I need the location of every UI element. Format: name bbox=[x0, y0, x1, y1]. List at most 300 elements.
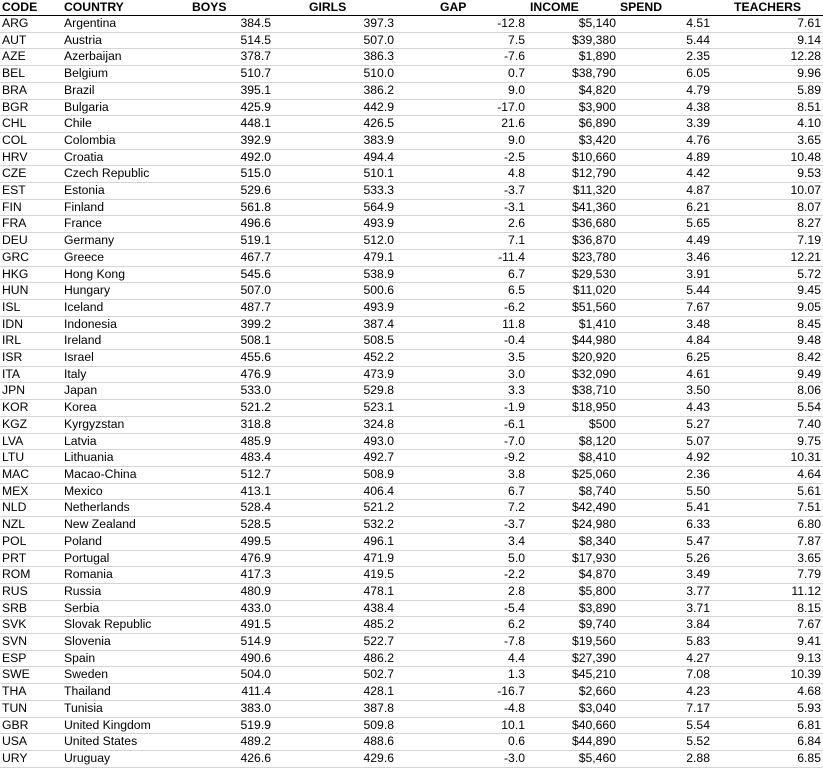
table-row bbox=[0, 600, 823, 617]
girls-cell: 485.2 bbox=[271, 617, 394, 634]
boys-cell: 528.4 bbox=[186, 500, 271, 517]
income-cell: $8,340 bbox=[525, 533, 616, 550]
column-header-income: INCOME bbox=[530, 0, 579, 14]
boys-cell: 521.2 bbox=[186, 400, 271, 417]
country-cell: Russia bbox=[64, 583, 186, 600]
income-cell: $25,060 bbox=[525, 466, 616, 483]
girls-cell: 419.5 bbox=[271, 567, 394, 584]
income-cell: $44,980 bbox=[525, 333, 616, 350]
gap-cell: 0.7 bbox=[394, 66, 525, 83]
spend-cell: 4.49 bbox=[616, 233, 710, 250]
code-cell: ITA bbox=[0, 366, 64, 383]
code-cell: ISR bbox=[0, 350, 64, 367]
code-cell: FIN bbox=[0, 199, 64, 216]
income-cell: $19,560 bbox=[525, 634, 616, 651]
country-cell: Hungary bbox=[64, 283, 186, 300]
column-header-teachers: TEACHERS bbox=[734, 0, 802, 14]
spend-cell: 6.25 bbox=[616, 350, 710, 367]
income-cell: $36,870 bbox=[525, 233, 616, 250]
column-header-gap: GAP bbox=[440, 0, 467, 14]
country-cell: Iceland bbox=[64, 299, 186, 316]
spend-cell: 3.39 bbox=[616, 116, 710, 133]
girls-cell: 488.6 bbox=[271, 734, 394, 751]
teachers-cell: 8.45 bbox=[710, 316, 823, 333]
code-cell: LTU bbox=[0, 450, 64, 467]
boys-cell: 529.6 bbox=[186, 183, 271, 200]
country-cell: France bbox=[64, 216, 186, 233]
girls-cell: 532.2 bbox=[271, 517, 394, 534]
gap-cell: -16.7 bbox=[394, 684, 525, 701]
boys-cell: 417.3 bbox=[186, 567, 271, 584]
income-cell: $11,020 bbox=[525, 283, 616, 300]
girls-cell: 387.4 bbox=[271, 316, 394, 333]
table-row bbox=[0, 366, 823, 383]
income-cell: $4,820 bbox=[525, 82, 616, 99]
table-row bbox=[0, 383, 823, 400]
teachers-cell: 8.27 bbox=[710, 216, 823, 233]
boys-cell: 489.2 bbox=[186, 734, 271, 751]
code-cell: MEX bbox=[0, 483, 64, 500]
table-row bbox=[0, 299, 823, 316]
table-row bbox=[0, 149, 823, 166]
teachers-cell: 10.31 bbox=[710, 450, 823, 467]
spend-cell: 3.71 bbox=[616, 600, 710, 617]
income-cell: $5,800 bbox=[525, 583, 616, 600]
gap-cell: 2.8 bbox=[394, 583, 525, 600]
girls-cell: 538.9 bbox=[271, 266, 394, 283]
gap-cell: -11.4 bbox=[394, 249, 525, 266]
spend-cell: 4.87 bbox=[616, 183, 710, 200]
gap-cell: 3.3 bbox=[394, 383, 525, 400]
code-cell: ROM bbox=[0, 567, 64, 584]
girls-cell: 509.8 bbox=[271, 717, 394, 734]
gap-cell: 3.0 bbox=[394, 366, 525, 383]
gap-cell: -6.1 bbox=[394, 416, 525, 433]
table-row bbox=[0, 132, 823, 149]
country-cell: Sweden bbox=[64, 667, 186, 684]
girls-cell: 438.4 bbox=[271, 600, 394, 617]
income-cell: $24,980 bbox=[525, 517, 616, 534]
code-cell: TUN bbox=[0, 700, 64, 717]
spend-cell: 2.36 bbox=[616, 466, 710, 483]
girls-cell: 429.6 bbox=[271, 750, 394, 767]
girls-cell: 521.2 bbox=[271, 500, 394, 517]
boys-cell: 483.4 bbox=[186, 450, 271, 467]
code-cell: IDN bbox=[0, 316, 64, 333]
teachers-cell: 8.15 bbox=[710, 600, 823, 617]
teachers-cell: 8.42 bbox=[710, 350, 823, 367]
gap-cell: -3.7 bbox=[394, 183, 525, 200]
boys-cell: 514.5 bbox=[186, 32, 271, 49]
country-cell: United States bbox=[64, 734, 186, 751]
table-row bbox=[0, 199, 823, 216]
country-cell: United Kingdom bbox=[64, 717, 186, 734]
gap-cell: 3.5 bbox=[394, 350, 525, 367]
gap-cell: 1.3 bbox=[394, 667, 525, 684]
teachers-cell: 9.45 bbox=[710, 283, 823, 300]
boys-cell: 508.1 bbox=[186, 333, 271, 350]
income-cell: $500 bbox=[525, 416, 616, 433]
country-cell: Bulgaria bbox=[64, 99, 186, 116]
country-cell: Ireland bbox=[64, 333, 186, 350]
teachers-cell: 5.89 bbox=[710, 82, 823, 99]
boys-cell: 492.0 bbox=[186, 149, 271, 166]
girls-cell: 386.2 bbox=[271, 82, 394, 99]
girls-cell: 494.4 bbox=[271, 149, 394, 166]
column-header-code: CODE bbox=[2, 0, 38, 14]
girls-cell: 426.5 bbox=[271, 116, 394, 133]
table-row bbox=[0, 567, 823, 584]
income-cell: $39,380 bbox=[525, 32, 616, 49]
country-cell: Uruguay bbox=[64, 750, 186, 767]
table-row bbox=[0, 32, 823, 49]
code-cell: MAC bbox=[0, 466, 64, 483]
table-row bbox=[0, 183, 823, 200]
code-cell: BRA bbox=[0, 82, 64, 99]
girls-cell: 507.0 bbox=[271, 32, 394, 49]
code-cell: SWE bbox=[0, 667, 64, 684]
code-cell: HKG bbox=[0, 266, 64, 283]
teachers-cell: 9.53 bbox=[710, 166, 823, 183]
girls-cell: 383.9 bbox=[271, 132, 394, 149]
income-cell: $9,740 bbox=[525, 617, 616, 634]
gap-cell: 6.7 bbox=[394, 483, 525, 500]
code-cell: LVA bbox=[0, 433, 64, 450]
spend-cell: 5.07 bbox=[616, 433, 710, 450]
teachers-cell: 7.40 bbox=[710, 416, 823, 433]
girls-cell: 510.0 bbox=[271, 66, 394, 83]
boys-cell: 433.0 bbox=[186, 600, 271, 617]
spend-cell: 3.46 bbox=[616, 249, 710, 266]
teachers-cell: 7.51 bbox=[710, 500, 823, 517]
table-row bbox=[0, 266, 823, 283]
spend-cell: 5.44 bbox=[616, 283, 710, 300]
spend-cell: 4.89 bbox=[616, 149, 710, 166]
teachers-cell: 7.19 bbox=[710, 233, 823, 250]
spend-cell: 4.84 bbox=[616, 333, 710, 350]
spend-cell: 4.61 bbox=[616, 366, 710, 383]
teachers-cell: 10.48 bbox=[710, 149, 823, 166]
spend-cell: 4.23 bbox=[616, 684, 710, 701]
table-row bbox=[0, 750, 823, 767]
boys-cell: 491.5 bbox=[186, 617, 271, 634]
table-row bbox=[0, 166, 823, 183]
country-cell: New Zealand bbox=[64, 517, 186, 534]
country-cell: Kyrgyzstan bbox=[64, 416, 186, 433]
spend-cell: 6.21 bbox=[616, 199, 710, 216]
country-cell: Tunisia bbox=[64, 700, 186, 717]
income-cell: $2,660 bbox=[525, 684, 616, 701]
country-cell: Finland bbox=[64, 199, 186, 216]
gap-cell: 5.0 bbox=[394, 550, 525, 567]
girls-cell: 324.8 bbox=[271, 416, 394, 433]
gap-cell: 7.2 bbox=[394, 500, 525, 517]
code-cell: CZE bbox=[0, 166, 64, 183]
table-row bbox=[0, 16, 823, 33]
country-cell: Lithuania bbox=[64, 450, 186, 467]
gap-cell: -2.5 bbox=[394, 149, 525, 166]
teachers-cell: 9.96 bbox=[710, 66, 823, 83]
boys-cell: 496.6 bbox=[186, 216, 271, 233]
country-cell: Serbia bbox=[64, 600, 186, 617]
girls-cell: 387.8 bbox=[271, 700, 394, 717]
boys-cell: 383.0 bbox=[186, 700, 271, 717]
country-cell: Austria bbox=[64, 32, 186, 49]
country-cell: Czech Republic bbox=[64, 166, 186, 183]
income-cell: $8,120 bbox=[525, 433, 616, 450]
boys-cell: 413.1 bbox=[186, 483, 271, 500]
spend-cell: 4.43 bbox=[616, 400, 710, 417]
table-row bbox=[0, 634, 823, 651]
income-cell: $3,420 bbox=[525, 132, 616, 149]
spend-cell: 4.76 bbox=[616, 132, 710, 149]
code-cell: KOR bbox=[0, 400, 64, 417]
gap-cell: 7.5 bbox=[394, 32, 525, 49]
table-row bbox=[0, 717, 823, 734]
boys-cell: 528.5 bbox=[186, 517, 271, 534]
girls-cell: 529.8 bbox=[271, 383, 394, 400]
spend-cell: 5.47 bbox=[616, 533, 710, 550]
girls-cell: 442.9 bbox=[271, 99, 394, 116]
table-row bbox=[0, 583, 823, 600]
teachers-cell: 3.65 bbox=[710, 132, 823, 149]
income-cell: $42,490 bbox=[525, 500, 616, 517]
girls-cell: 406.4 bbox=[271, 483, 394, 500]
code-cell: DEU bbox=[0, 233, 64, 250]
country-cell: Poland bbox=[64, 533, 186, 550]
code-cell: GBR bbox=[0, 717, 64, 734]
country-cell: Germany bbox=[64, 233, 186, 250]
teachers-cell: 9.13 bbox=[710, 650, 823, 667]
column-header-boys: BOYS bbox=[192, 0, 227, 14]
table-row bbox=[0, 667, 823, 684]
code-cell: THA bbox=[0, 684, 64, 701]
spend-cell: 4.38 bbox=[616, 99, 710, 116]
income-cell: $29,530 bbox=[525, 266, 616, 283]
girls-cell: 512.0 bbox=[271, 233, 394, 250]
country-cell: Portugal bbox=[64, 550, 186, 567]
code-cell: HUN bbox=[0, 283, 64, 300]
boys-cell: 490.6 bbox=[186, 650, 271, 667]
table-row bbox=[0, 483, 823, 500]
teachers-cell: 5.54 bbox=[710, 400, 823, 417]
country-cell: Mexico bbox=[64, 483, 186, 500]
country-cell: Chile bbox=[64, 116, 186, 133]
column-header-girls: GIRLS bbox=[309, 0, 347, 14]
table-row bbox=[0, 500, 823, 517]
teachers-cell: 7.61 bbox=[710, 16, 823, 33]
gap-cell: -0.4 bbox=[394, 333, 525, 350]
table-row bbox=[0, 333, 823, 350]
spend-cell: 2.88 bbox=[616, 750, 710, 767]
girls-cell: 452.2 bbox=[271, 350, 394, 367]
income-cell: $11,320 bbox=[525, 183, 616, 200]
table-body bbox=[0, 16, 823, 768]
boys-cell: 519.1 bbox=[186, 233, 271, 250]
table-row bbox=[0, 433, 823, 450]
country-cell: Slovak Republic bbox=[64, 617, 186, 634]
spend-cell: 5.83 bbox=[616, 634, 710, 651]
table-row bbox=[0, 49, 823, 66]
gap-cell: -3.7 bbox=[394, 517, 525, 534]
code-cell: EST bbox=[0, 183, 64, 200]
table-row bbox=[0, 650, 823, 667]
teachers-cell: 9.75 bbox=[710, 433, 823, 450]
teachers-cell: 7.87 bbox=[710, 533, 823, 550]
gap-cell: 6.5 bbox=[394, 283, 525, 300]
teachers-cell: 8.51 bbox=[710, 99, 823, 116]
girls-cell: 564.9 bbox=[271, 199, 394, 216]
spend-cell: 3.49 bbox=[616, 567, 710, 584]
income-cell: $23,780 bbox=[525, 249, 616, 266]
header-row bbox=[0, 0, 823, 16]
girls-cell: 523.1 bbox=[271, 400, 394, 417]
gap-cell: 0.6 bbox=[394, 734, 525, 751]
boys-cell: 561.8 bbox=[186, 199, 271, 216]
teachers-cell: 11.12 bbox=[710, 583, 823, 600]
income-cell: $8,410 bbox=[525, 450, 616, 467]
table-row bbox=[0, 400, 823, 417]
gap-cell: -5.4 bbox=[394, 600, 525, 617]
boys-cell: 467.7 bbox=[186, 249, 271, 266]
gap-cell: 21.6 bbox=[394, 116, 525, 133]
column-header-country: COUNTRY bbox=[64, 0, 124, 14]
boys-cell: 515.0 bbox=[186, 166, 271, 183]
table-row bbox=[0, 283, 823, 300]
code-cell: PRT bbox=[0, 550, 64, 567]
code-cell: ESP bbox=[0, 650, 64, 667]
boys-cell: 499.5 bbox=[186, 533, 271, 550]
girls-cell: 493.0 bbox=[271, 433, 394, 450]
girls-cell: 522.7 bbox=[271, 634, 394, 651]
teachers-cell: 4.10 bbox=[710, 116, 823, 133]
code-cell: AZE bbox=[0, 49, 64, 66]
girls-cell: 533.3 bbox=[271, 183, 394, 200]
table-row bbox=[0, 116, 823, 133]
income-cell: $8,740 bbox=[525, 483, 616, 500]
boys-cell: 510.7 bbox=[186, 66, 271, 83]
spend-cell: 4.92 bbox=[616, 450, 710, 467]
spend-cell: 5.52 bbox=[616, 734, 710, 751]
code-cell: RUS bbox=[0, 583, 64, 600]
gap-cell: 2.6 bbox=[394, 216, 525, 233]
teachers-cell: 6.84 bbox=[710, 734, 823, 751]
gap-cell: -12.8 bbox=[394, 16, 525, 33]
boys-cell: 507.0 bbox=[186, 283, 271, 300]
country-cell: Croatia bbox=[64, 149, 186, 166]
code-cell: SVN bbox=[0, 634, 64, 651]
gap-cell: -17.0 bbox=[394, 99, 525, 116]
income-cell: $6,890 bbox=[525, 116, 616, 133]
code-cell: USA bbox=[0, 734, 64, 751]
spend-cell: 3.48 bbox=[616, 316, 710, 333]
gap-cell: -3.0 bbox=[394, 750, 525, 767]
code-cell: URY bbox=[0, 750, 64, 767]
boys-cell: 504.0 bbox=[186, 667, 271, 684]
gap-cell: -2.2 bbox=[394, 567, 525, 584]
income-cell: $38,790 bbox=[525, 66, 616, 83]
income-cell: $27,390 bbox=[525, 650, 616, 667]
girls-cell: 473.9 bbox=[271, 366, 394, 383]
country-cell: Latvia bbox=[64, 433, 186, 450]
table-row bbox=[0, 316, 823, 333]
table-row bbox=[0, 450, 823, 467]
boys-cell: 533.0 bbox=[186, 383, 271, 400]
table-row bbox=[0, 66, 823, 83]
spend-cell: 4.27 bbox=[616, 650, 710, 667]
country-cell: Hong Kong bbox=[64, 266, 186, 283]
spend-cell: 4.79 bbox=[616, 82, 710, 99]
teachers-cell: 5.93 bbox=[710, 700, 823, 717]
code-cell: ARG bbox=[0, 16, 64, 33]
gap-cell: 10.1 bbox=[394, 717, 525, 734]
code-cell: KGZ bbox=[0, 416, 64, 433]
income-cell: $41,360 bbox=[525, 199, 616, 216]
gap-cell: -1.9 bbox=[394, 400, 525, 417]
boys-cell: 395.1 bbox=[186, 82, 271, 99]
spend-cell: 5.65 bbox=[616, 216, 710, 233]
income-cell: $1,890 bbox=[525, 49, 616, 66]
teachers-cell: 5.61 bbox=[710, 483, 823, 500]
teachers-cell: 9.49 bbox=[710, 366, 823, 383]
country-cell: Korea bbox=[64, 400, 186, 417]
gap-cell: 4.8 bbox=[394, 166, 525, 183]
income-cell: $36,680 bbox=[525, 216, 616, 233]
table-row bbox=[0, 684, 823, 701]
country-cell: Estonia bbox=[64, 183, 186, 200]
country-cell: Argentina bbox=[64, 16, 186, 33]
table-row bbox=[0, 700, 823, 717]
code-cell: IRL bbox=[0, 333, 64, 350]
code-cell: SVK bbox=[0, 617, 64, 634]
gap-cell: -9.2 bbox=[394, 450, 525, 467]
gap-cell: -7.0 bbox=[394, 433, 525, 450]
country-cell: Romania bbox=[64, 567, 186, 584]
country-cell: Brazil bbox=[64, 82, 186, 99]
spend-cell: 7.67 bbox=[616, 299, 710, 316]
code-cell: CHL bbox=[0, 116, 64, 133]
boys-cell: 545.6 bbox=[186, 266, 271, 283]
income-cell: $3,890 bbox=[525, 600, 616, 617]
girls-cell: 500.6 bbox=[271, 283, 394, 300]
income-cell: $18,950 bbox=[525, 400, 616, 417]
teachers-cell: 12.28 bbox=[710, 49, 823, 66]
code-cell: FRA bbox=[0, 216, 64, 233]
spend-cell: 5.41 bbox=[616, 500, 710, 517]
teachers-cell: 5.72 bbox=[710, 266, 823, 283]
spend-cell: 3.84 bbox=[616, 617, 710, 634]
spend-cell: 4.42 bbox=[616, 166, 710, 183]
country-cell: Azerbaijan bbox=[64, 49, 186, 66]
income-cell: $38,710 bbox=[525, 383, 616, 400]
girls-cell: 397.3 bbox=[271, 16, 394, 33]
gap-cell: -6.2 bbox=[394, 299, 525, 316]
table-row bbox=[0, 99, 823, 116]
spend-cell: 4.51 bbox=[616, 16, 710, 33]
table-row bbox=[0, 82, 823, 99]
teachers-cell: 7.79 bbox=[710, 567, 823, 584]
gap-cell: -4.8 bbox=[394, 700, 525, 717]
girls-cell: 492.7 bbox=[271, 450, 394, 467]
table-row bbox=[0, 533, 823, 550]
country-cell: Colombia bbox=[64, 132, 186, 149]
code-cell: NLD bbox=[0, 500, 64, 517]
boys-cell: 399.2 bbox=[186, 316, 271, 333]
income-cell: $45,210 bbox=[525, 667, 616, 684]
table-row bbox=[0, 249, 823, 266]
country-cell: Netherlands bbox=[64, 500, 186, 517]
boys-cell: 512.7 bbox=[186, 466, 271, 483]
